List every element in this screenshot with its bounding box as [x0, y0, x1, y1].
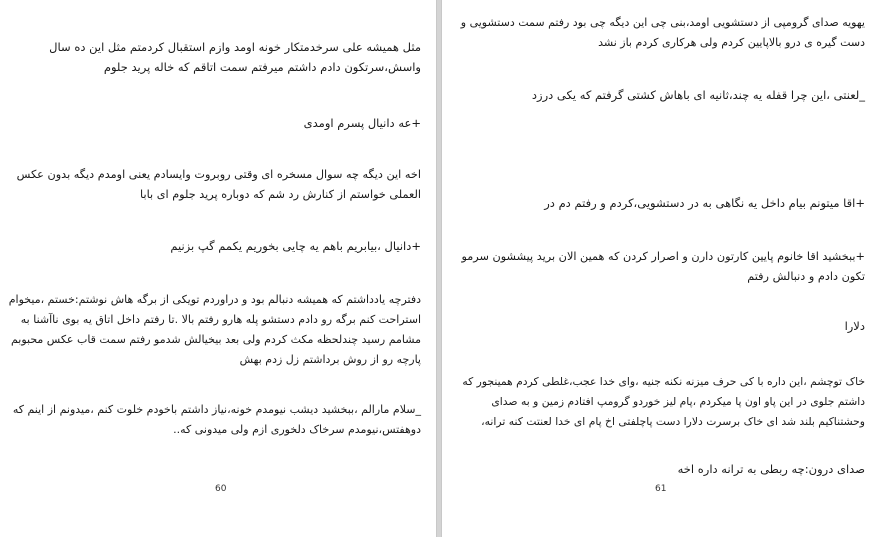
- page-number: 61: [655, 484, 667, 494]
- text-line: _لعنتی ،این چرا قفله یه چند،ثانیه ای باهاش کشتی گرفتم که یکی درزد: [531, 88, 865, 102]
- text-line: تکون دادم و دنبالش رفتم: [747, 270, 865, 283]
- text-line: خاک توچشم ،این داره با کی حرف میزنه نکنه جنیه ،وای خدا عجب،غلطی کردم همینجور که: [462, 375, 865, 388]
- text-line: +عه دانیال پسرم اومدی: [303, 116, 421, 130]
- right-paragraph-6: [462, 372, 865, 432]
- text-line: صدای درون:چه ربطی به ترانه داره اخه: [677, 462, 865, 476]
- text-line: العملی خواستم از کنارش رد شم که دوباره پرید جلوم ای بابا: [140, 188, 421, 201]
- text-line: پارچه رو از روش برداشتم زل زدم بهش: [239, 353, 421, 366]
- right-paragraph-4: [461, 247, 865, 287]
- right-page: [441, 0, 877, 537]
- text-line: دلارا: [844, 319, 865, 333]
- text-line: +اقا میتونم بیام داخل یه نگاهی به در دستشویی،کردم و رفتم دم در: [544, 196, 865, 210]
- text-line: دست گیره ی درو بالاپایین کردم ولی هرکاری کردم باز نشد: [598, 36, 865, 49]
- text-line: دفترچه یادداشتم که همیشه دنبالم بود و دراوردم تویکی از برگه هاش نوشتم:خستم ،میخوام: [8, 293, 421, 306]
- text-line: مشامم رسید چندلحظه مکث کردم ولی بعد بیخیالش شدمو رفتم سمت قاب عکس محبوبم: [10, 333, 421, 346]
- text-line: +دانیال ،بیابریم باهم یه چایی بخوریم یکمم گپ بزنیم: [170, 239, 421, 253]
- text-line: داشتم جلوی در این پاو اون پا میکردم ،پام لیز خوردو گرومپ افتادم زمین و به صدای: [491, 395, 865, 408]
- left-paragraph-1: [49, 37, 421, 77]
- right-paragraph-1: [461, 13, 865, 53]
- page-number: 60: [215, 484, 227, 494]
- text-line: یهویه صدای گرومپی از دستشویی اومد،بنی چی این دیگه چی بود رفتم سمت دستشویی و: [460, 16, 865, 29]
- left-paragraph-4: [170, 236, 421, 256]
- text-line: مثل همیشه علی سرخدمتکار خونه اومد وازم استقبال کردمتم مثل این ده سال: [49, 40, 421, 54]
- left-paragraph-3: [17, 165, 421, 205]
- left-paragraph-6: [13, 400, 421, 440]
- left-page: [0, 0, 437, 537]
- left-paragraph-5: [9, 290, 421, 370]
- right-paragraph-3: [544, 193, 865, 213]
- text-line: اخه این دیگه چه سوال مسخره ای وقتی روبروت وایسادم یعنی اومدم دیگه بدون عکس: [16, 168, 421, 181]
- text-line: واسش،سرتکون دادم داشتم میرفتم سمت اتاقم که خاله پرید جلوم: [103, 60, 421, 74]
- text-line: استراحت کنم برگه رو دادم دستشو پله هارو رفتم بالا .تا رفتم داخل اتاق یه بوی ناآشنا به: [20, 313, 421, 326]
- text-line: +ببخشید اقا خانوم پایین کارتون دارن و اصرار کردن که همین الان برید پیششون سرمو: [461, 250, 865, 263]
- text-line: وحشتناکیم بلند شد ای خاک برسرت دلارا دست پاچلفتی اخ پام ای خدا لعنتت کنه ترانه،: [481, 415, 865, 428]
- text-line: دوهفتس،نیومدم سرخاک دلخوری ازم ولی میدونی که..: [173, 423, 421, 436]
- right-paragraph-2: [532, 85, 865, 105]
- left-paragraph-2: [304, 113, 421, 133]
- text-line: _سلام مارالم ،ببخشید دیشب نیومدم خونه،نیاز داشتم باخودم خلوت کنم ،میدونم از اینم که: [12, 403, 421, 416]
- right-paragraph-5: [845, 316, 865, 336]
- right-paragraph-7: [678, 459, 865, 479]
